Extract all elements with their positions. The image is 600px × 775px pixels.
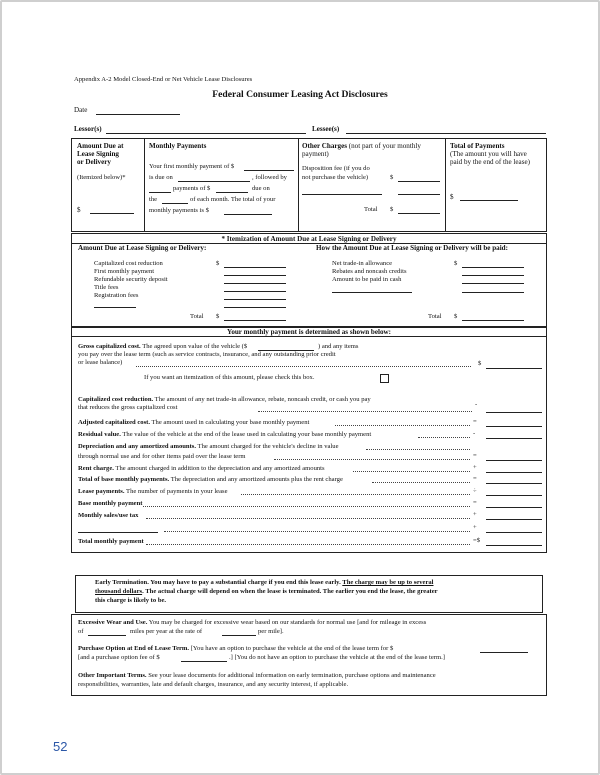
monthly-text: , followed by (252, 174, 287, 181)
itemization-left-item: Title fees (94, 284, 119, 291)
purchase-fee-field[interactable] (181, 661, 227, 662)
dollar-sign: $ (390, 174, 394, 181)
calculation-box (71, 327, 547, 553)
wear-text: of (78, 628, 84, 635)
total-label: Total (190, 313, 204, 320)
calculation-banner: Your monthly payment is determined as shown below: (226, 328, 392, 336)
dollar-sign: $ (216, 260, 220, 267)
calc-row-field[interactable] (486, 460, 542, 461)
disposition-fee-label: Disposition fee (if you do (302, 165, 370, 172)
other-charges-title: payment) (302, 150, 329, 158)
amount-due-title: Amount Due at (77, 142, 124, 150)
date-label: Date (74, 106, 88, 114)
itemization-left-item: First monthly payment (94, 268, 155, 275)
monthly-text: payments of $ (173, 185, 211, 192)
cap-cost-reduction-field[interactable] (224, 267, 286, 268)
calc-row-field[interactable] (486, 438, 542, 439)
due-date-field[interactable] (178, 181, 250, 182)
monthly-text: of each month. The total of your (190, 196, 276, 203)
leader-dots (146, 518, 470, 519)
security-deposit-field[interactable] (224, 283, 286, 284)
leader-dots (335, 425, 470, 426)
cap-reduction-text: that reduces the gross capitalized cost (78, 404, 178, 411)
total-payments-note: (The amount you will have (450, 150, 527, 158)
calc-operator: + (473, 524, 477, 531)
gross-cap-field[interactable] (486, 368, 542, 369)
purchase-option-text: Purchase Option at End of Lease Term. [You have an option to purchase the vehicle at the end of the lease term for $ (78, 645, 394, 652)
dollar-sign: $ (454, 260, 458, 267)
early-termination-text: this charge is likely to be. (95, 597, 167, 604)
calc-row-label: Base monthly payment (78, 500, 143, 507)
wear-text: Excessive Wear and Use. You may be charged for excessive wear based on our standards for normal use [and for mileage in excess (78, 619, 427, 626)
calc-row-field[interactable] (486, 519, 542, 520)
purchase-option-text: [and a purchase option fee of $ (78, 654, 160, 661)
itemize-checkbox[interactable] (380, 374, 389, 383)
right-extra-amount-field[interactable] (462, 292, 524, 293)
calc-row-label: Total of base monthly payments. The depreciation and any amortized amounts plus the rent charge (78, 476, 343, 483)
lessor-field[interactable] (106, 133, 306, 134)
calc-operator: ÷ (473, 487, 477, 494)
calc-row-label: Total monthly payment (78, 538, 144, 545)
leader-dots (241, 494, 470, 495)
early-termination-text: Early Termination. You may have to pay a substantial charge if you end this lease early. The charge may be up to several (95, 579, 434, 586)
day-field[interactable] (162, 203, 188, 204)
gross-cap-text: ) and any items (318, 343, 359, 350)
total-label: Total (428, 313, 442, 320)
leader-dots (143, 506, 470, 507)
purchase-option-text: .] [You do not have an option to purchase the vehicle at the end of the lease term.] (229, 654, 445, 661)
purchase-price-field[interactable] (480, 652, 528, 653)
left-extra-field[interactable] (94, 307, 136, 308)
calc-operator: - (473, 430, 476, 437)
calc-operator: = (473, 418, 477, 425)
divider (445, 139, 446, 231)
monthly-text: Your first monthly payment of $ (149, 163, 235, 170)
mile-rate-field[interactable] (222, 635, 256, 636)
amount-due-title: Lease Signing (77, 150, 119, 158)
divider (298, 139, 299, 231)
calc-operator: =$ (473, 537, 481, 544)
leader-dots (418, 437, 471, 438)
first-monthly-field[interactable] (224, 275, 286, 276)
other-charge-name-field[interactable] (302, 194, 382, 195)
leader-dots (136, 366, 471, 367)
left-extra-amount-field[interactable] (224, 307, 286, 308)
number-payments-field[interactable] (149, 192, 171, 193)
itemization-right-item: Amount to be paid in cash (332, 276, 402, 283)
dollar-sign: $ (390, 206, 394, 213)
appendix-caption: Appendix A-2 Model Closed-End or Net Vehicle Lease Disclosures (74, 76, 253, 83)
registration-fees-field[interactable] (224, 299, 286, 300)
right-extra-field[interactable] (332, 292, 412, 293)
leader-dots (274, 459, 470, 460)
calc-row-field[interactable] (486, 532, 542, 533)
calc-row-field[interactable] (486, 545, 542, 546)
calc-row-label: Rent charge. The amount charged in addition to the depreciation and any amortized amounts (78, 465, 325, 472)
itemize-note: If you want an itemization of this amount, please check this box. (144, 374, 315, 381)
dollar-sign: $ (450, 193, 454, 201)
minus-operator: - (475, 401, 478, 408)
calc-row-name-field[interactable] (78, 532, 158, 533)
total-payments-field[interactable] (460, 200, 518, 201)
monthly-text: the (149, 196, 158, 203)
disposition-fee-label: not purchase the vehicle) (302, 174, 369, 181)
calc-operator: = (473, 475, 477, 482)
itemization-left-item: Registration fees (94, 292, 139, 299)
monthly-text: is due on (149, 174, 173, 181)
rebates-field[interactable] (462, 275, 524, 276)
calc-row-label: through normal use and for other items paid over the lease term (78, 453, 246, 460)
leader-dots (366, 449, 470, 450)
total-monthly-field[interactable] (224, 214, 272, 215)
gross-cap-text: Gross capitalized cost. The agreed upon value of the vehicle ($ (78, 343, 248, 350)
monthly-text: monthly payments is $ (149, 207, 209, 214)
lessee-field[interactable] (346, 133, 546, 134)
calc-operator: = (473, 452, 477, 459)
trade-in-field[interactable] (462, 267, 524, 268)
other-terms-text: Other Important Terms. See your lease documents for additional information on early termination, purchase options and maintenance (78, 672, 436, 679)
dollar-sign: $ (454, 313, 458, 320)
other-total-field[interactable] (398, 213, 440, 214)
leader-dots (258, 411, 472, 412)
leader-dots (353, 471, 470, 472)
right-total-field[interactable] (462, 320, 524, 321)
divider (144, 139, 145, 231)
monthly-payments-title: Monthly Payments (149, 142, 207, 150)
monthly-text: due on (252, 185, 270, 192)
cap-reduction-text: Capitalized cost reduction. The amount of any net trade-in allowance, rebate, noncash credit, or cash you pay (78, 396, 371, 403)
gross-cap-text: you pay over the lease term (such as service contracts, insurance, and any outstanding prior credit (78, 351, 336, 358)
calc-operator: = (473, 499, 477, 506)
wear-text: miles per year at the rate of (130, 628, 203, 635)
itemized-note: (Itemized below)* (77, 174, 126, 181)
calc-row-field[interactable] (486, 472, 542, 473)
total-payments-note: paid by the end of the lease) (450, 158, 530, 166)
itemization-left-title: Amount Due at Lease Signing or Delivery: (78, 244, 207, 252)
leader-dots (164, 531, 470, 532)
dollar-sign: $ (478, 360, 482, 367)
calc-row-label: Monthly sales/use tax (78, 512, 139, 519)
page-number: 52 (53, 739, 68, 754)
itemization-right-item: Rebates and noncash credits (332, 268, 407, 275)
date-field[interactable] (96, 114, 180, 115)
calc-operator: + (473, 464, 477, 471)
first-payment-field[interactable] (244, 170, 294, 171)
calc-row-label: Depreciation and any amortized amounts. The amount charged for the vehicle's decline in value (78, 443, 339, 450)
calc-row-field[interactable] (486, 426, 542, 427)
other-charges-title: Other Charges (not part of your monthly (302, 142, 421, 150)
calc-row-field[interactable] (486, 495, 542, 496)
leader-dots (146, 544, 470, 545)
calc-row-field[interactable] (486, 507, 542, 508)
amount-due-field[interactable] (90, 213, 134, 214)
dollar-sign: $ (216, 313, 220, 320)
calc-row-label: Adjusted capitalized cost. The amount used in calculating your base monthly payment (78, 419, 310, 426)
itemization-banner: * Itemization of Amount Due at Lease Signing or Delivery (221, 235, 397, 243)
left-total-field[interactable] (224, 320, 286, 321)
payment-amount-field[interactable] (216, 192, 248, 193)
divider (72, 336, 546, 337)
total-label: Total (364, 206, 378, 213)
calc-operator: + (473, 511, 477, 518)
disposition-fee-field[interactable] (398, 181, 440, 182)
leader-dots (372, 482, 470, 483)
wear-text: per mile]. (258, 628, 284, 635)
cap-reduction-field[interactable] (486, 412, 542, 413)
miles-field[interactable] (88, 635, 126, 636)
title-fees-field[interactable] (224, 291, 286, 292)
page-title: Federal Consumer Leasing Act Disclosures (212, 89, 388, 100)
dollar-sign: $ (77, 206, 81, 214)
amount-due-title: or Delivery (77, 158, 111, 166)
itemization-left-item: Refundable security deposit (94, 276, 168, 283)
itemization-right-title: How the Amount Due at Lease Signing or Delivery will be paid: (316, 244, 508, 252)
other-terms-text: responsibilities, warranties, late and default charges, insurance, and any security interest, if applicable. (78, 681, 349, 688)
calc-row-field[interactable] (486, 483, 542, 484)
cash-field[interactable] (462, 283, 524, 284)
calc-row-label: Residual value. The value of the vehicle at the end of the lease used in calculating your base monthly payment (78, 431, 372, 438)
total-payments-title: Total of Payments (450, 142, 505, 150)
lessee-label: Lessee(s) (312, 125, 340, 133)
itemization-right-item: Net trade-in allowance (332, 260, 393, 267)
itemization-left-item: Capitalized cost reduction (94, 260, 163, 267)
other-charge-field[interactable] (398, 194, 440, 195)
early-termination-text: thousand dollars. The actual charge will depend on when the lease is terminated. The earlier you end the lease, the greater (95, 588, 438, 595)
gross-cap-text: or lease balance) (78, 359, 123, 366)
calc-row-label: Lease payments. The number of payments in your lease (78, 488, 228, 495)
lessor-label: Lessor(s) (74, 125, 102, 133)
